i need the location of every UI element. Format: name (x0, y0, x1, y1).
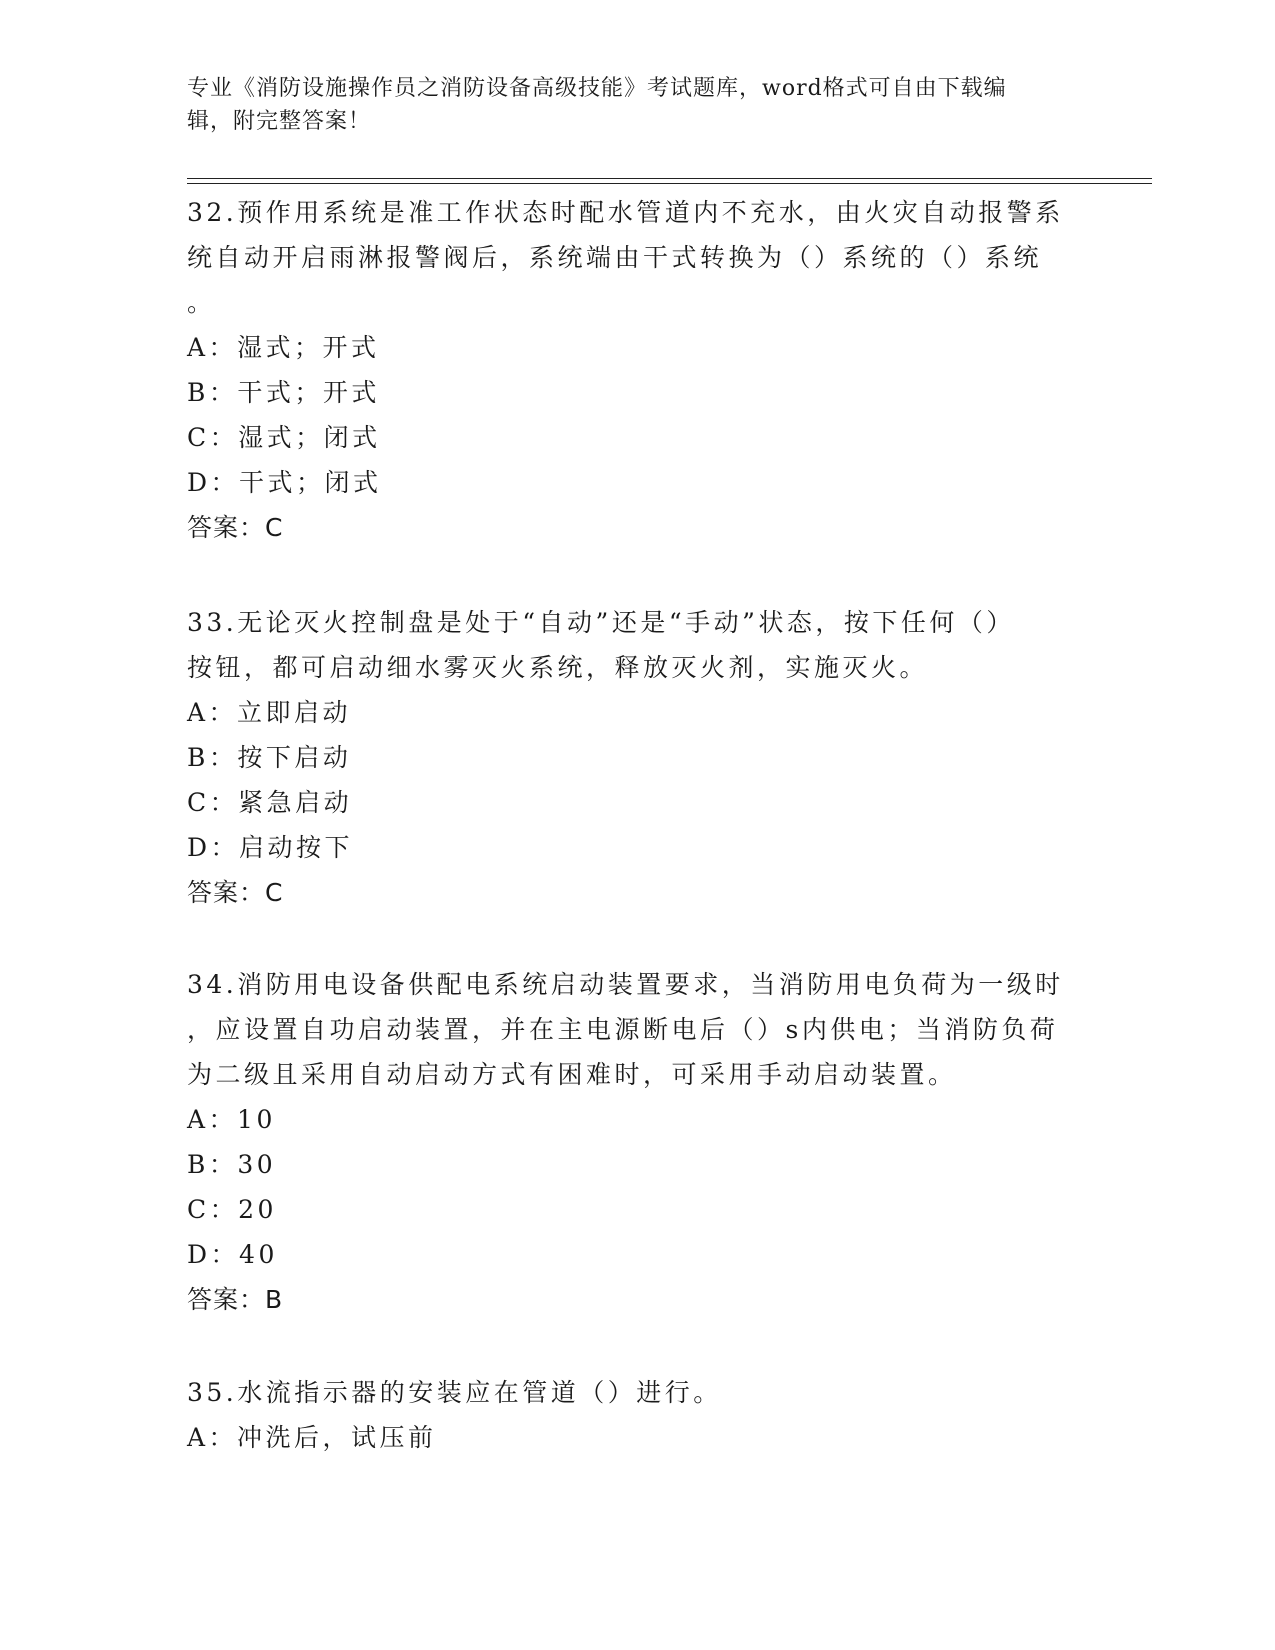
document-header (187, 72, 1087, 138)
option-c: C：紧急启动 (187, 788, 353, 817)
question-33 (187, 600, 1087, 915)
stem-line: ，应设置自功启动装置，并在主电源断电后（）s内供电；当消防负荷 (187, 1015, 1059, 1044)
question-35 (187, 1370, 1087, 1460)
question-34 (187, 962, 1087, 1322)
answer: 答案：B (187, 1285, 284, 1314)
stem-line: 。 (187, 288, 216, 317)
answer: 答案：C (187, 878, 284, 907)
header-line-2: 辑，附完整答案！ (187, 109, 372, 134)
stem-line: 33.无论灭火控制盘是处于“自动”还是“手动”状态，按下任何（） (187, 608, 1015, 637)
question-stem (187, 962, 1087, 1097)
stem-line: 统自动开启雨淋报警阀后，系统端由干式转换为（）系统的（）系统 (187, 243, 1043, 272)
option-d: D：干式；闭式 (187, 468, 382, 497)
stem-line: 为二级且采用自动启动方式有困难时，可采用手动启动装置。 (187, 1060, 957, 1089)
header-divider-bottom (187, 183, 1152, 184)
stem-line: 35.水流指示器的安装应在管道（）进行。 (187, 1378, 722, 1407)
answer: 答案：C (187, 513, 284, 542)
question-32 (187, 190, 1087, 550)
option-a: A：立即启动 (187, 698, 352, 727)
option-b: B：干式；开式 (187, 378, 380, 407)
option-c: C：湿式；闭式 (187, 423, 381, 452)
option-a: A：湿式；开式 (187, 333, 380, 362)
stem-line: 按钮，都可启动细水雾灭火系统，释放灭火剂，实施灭火。 (187, 653, 929, 682)
question-stem (187, 600, 1087, 690)
header-line-1: 专业《消防设施操作员之消防设备高级技能》考试题库，word格式可自由下载编 (187, 76, 1007, 101)
option-d: D：启动按下 (187, 833, 354, 862)
option-c: C：20 (187, 1195, 277, 1224)
option-b: B：按下启动 (187, 743, 352, 772)
option-a: A：10 (187, 1105, 276, 1134)
stem-line: 34.消防用电设备供配电系统启动装置要求，当消防用电负荷为一级时 (187, 970, 1064, 999)
header-divider-top (187, 178, 1152, 179)
option-a: A：冲洗后，试压前 (187, 1423, 437, 1452)
option-b: B：30 (187, 1150, 277, 1179)
option-d: D：40 (187, 1240, 278, 1269)
question-stem (187, 190, 1087, 325)
stem-line: 32.预作用系统是准工作状态时配水管道内不充水，由火灾自动报警系 (187, 198, 1064, 227)
question-stem (187, 1370, 1087, 1415)
